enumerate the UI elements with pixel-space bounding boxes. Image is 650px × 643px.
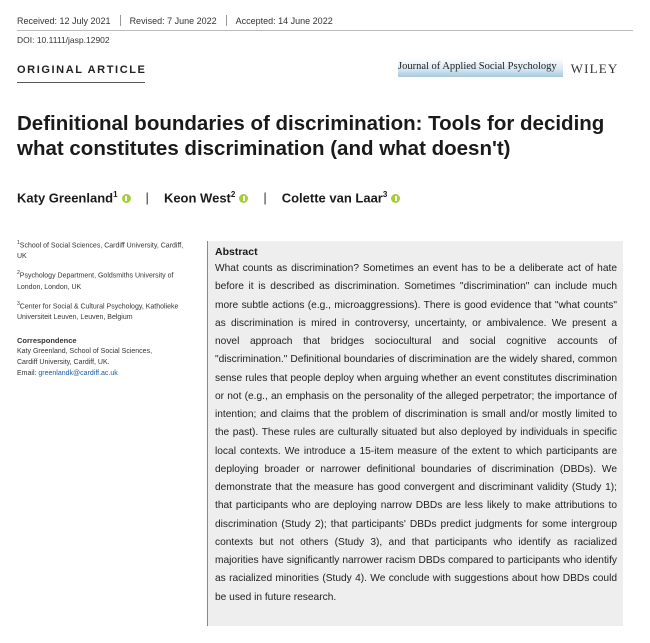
correspondence-heading: Correspondence [17,335,77,345]
correspondence-line: Cardiff University, Cardiff, UK. [17,358,110,366]
orcid-icon[interactable] [239,194,248,203]
author[interactable]: Katy Greenland$^1$ [17,190,118,206]
header-rule [17,30,633,31]
email-link[interactable]: greenlandk@cardiff.ac.uk [38,369,118,377]
author-list [17,190,400,205]
doi[interactable]: DOI: 10.1111/jasp.12902 [17,35,110,45]
orcid-icon[interactable] [122,194,131,203]
article-type: ORIGINAL ARTICLE [17,64,147,76]
correspondence-email: Email: greenlandk@cardiff.ac.uk [17,369,118,377]
correspondence-line: Katy Greenland, School of Social Sciences, [17,347,153,355]
article-title: Definitional boundaries of discrimination: Tools for deciding what constitutes discrimination (and what doesn't) [17,112,605,160]
author[interactable]: Colette van Laar$^3$ [281,190,388,206]
publication-history [17,15,333,26]
revised-date: Revised: 7 June 2022 [129,15,217,26]
affiliation: $^3$Center for Social & Cultural Psychology, Katholieke Universiteit Leuven, Leuven, Belgium [17,300,179,321]
orcid-icon[interactable] [391,194,400,203]
abstract-text: What counts as discrimination? Sometimes an event has to be a deliberate act of hate before it is described as discrimination. Sometimes "discrimination" can include much more subtle actions (e.g., microaggressions). There is good evidence that "what counts" as discrimination is mired in controversy, uncertainty, or ambivalence. We present a novel approach that bridges sociocultural and social cognitive accounts of "discrimination." Definitional boundaries of discrimination are the widely shared, common sense rules that people deploy when arguing whether an event constitutes discrimination or not (e.g., an emphasis on the personality of the alleged perpetrator; the importance of intention; and claims that the problem of discrimination is small and/or mostly limited to the past). These rules are culturally situated but also deployed by individuals in specific local contexts. We introduce a 15-item measure of the extent to which participants are deploying broader or narrower definitional boundaries of discrimination (DBDs). We demonstrate that the measure has good convergent and discriminant validity (Study 1); that participants who are deploying narrow DBDs are less likely to make attributions to discrimination (Study 2); that participants' DBDs predict judgments for some intergroup contexts but not others (Study 3), and that participants who identify as racialized majorities have significantly narrower racism DBDs compared to participants who identify as racialized minorities (Study 4). We conclude with suggestions about how DBDs could be used in future research. [215,263,617,603]
divider [120,15,121,26]
accepted-date: Accepted: 14 June 2022 [235,15,333,26]
publisher-logo: WILEY [570,61,619,76]
author[interactable]: Keon West$^2$ [163,190,236,206]
abstract-heading: Abstract [215,246,258,258]
correspondence [17,335,193,379]
affiliation: $^1$School of Social Sciences, Cardiff University, Cardiff, UK [17,240,184,261]
divider [226,15,227,26]
affiliation: $^2$Psychology Department, Goldsmiths University of London, London, UK [17,270,174,291]
author-separator: | [263,190,267,206]
article-type-underline [17,82,145,83]
journal-banner [398,58,619,77]
affiliations [17,238,193,379]
abstract-box [207,241,623,626]
journal-name: Journal of Applied Social Psychology [398,58,563,77]
author-separator: | [145,190,149,206]
received-date: Received: 12 July 2021 [17,15,111,26]
